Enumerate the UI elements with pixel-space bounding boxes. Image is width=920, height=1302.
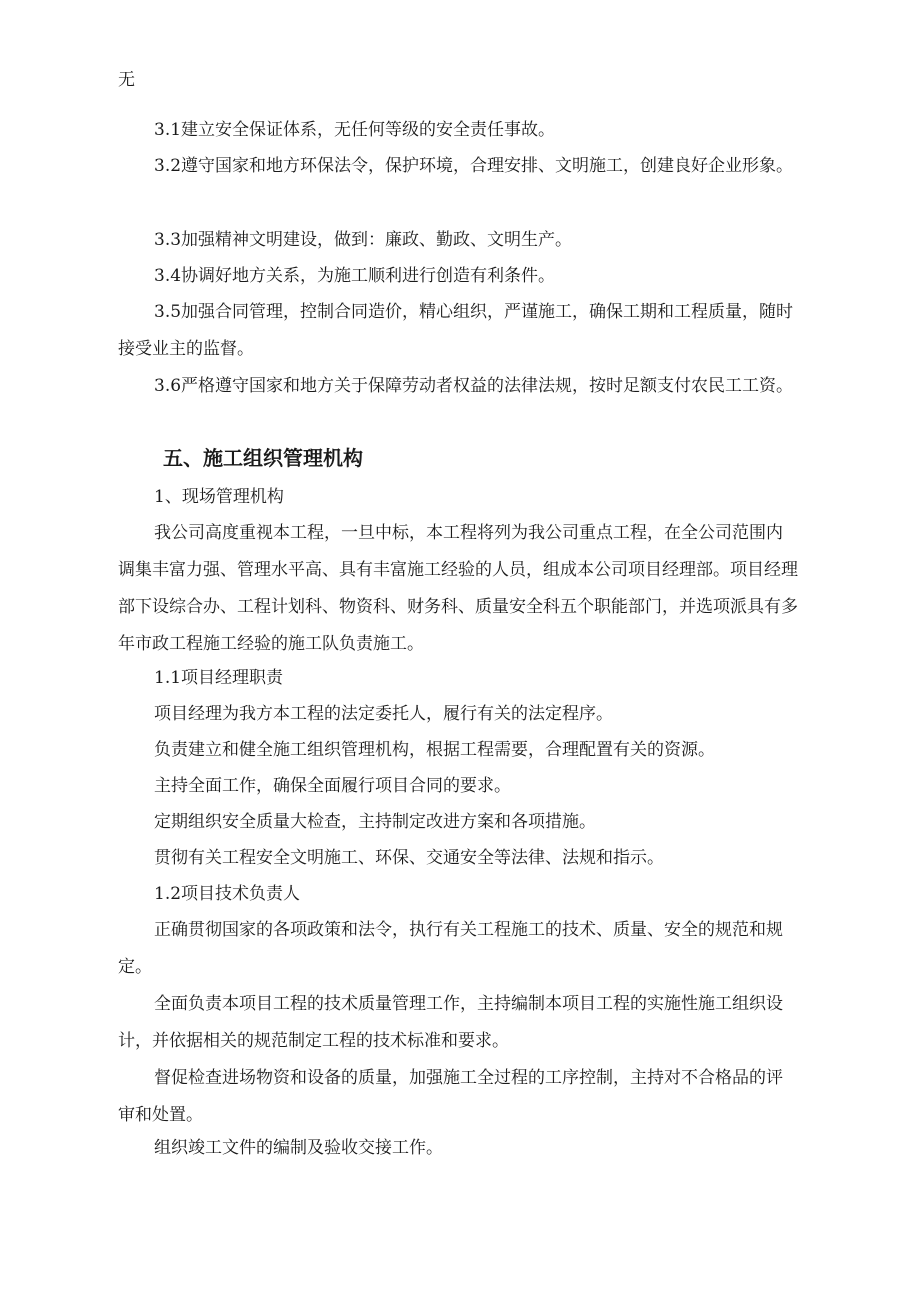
duty-1-2-b: 全面负责本项目工程的技术质量管理工作，主持编制本项目工程的实施性施工组织设计，并依据相关的规范制定工程的技术标准和要求。 [118,994,783,1051]
item-3-4: 3.4协调好地方关系，为施工顺利进行创造有利条件。 [154,266,556,286]
item-3-6: 3.6严格遵守国家和地方关于保障劳动者权益的法律法规，按时足额支付农民工工资。 [154,376,794,396]
item-3-3: 3.3加强精神文明建设，做到：廉政、勤政、文明生产。 [154,230,573,250]
duty-1-2-d: 组织竣工文件的编制及验收交接工作。 [154,1138,443,1158]
item-3-1: 3.1建立安全保证体系，无任何等级的安全责任事故。 [154,120,556,140]
subsection-title-1-2: 1.2项目技术负责人 [154,884,301,904]
item-3-2: 3.2遵守国家和地方环保法令，保护环境，合理安排、文明施工，创建良好企业形象。 [154,156,794,176]
subsection-title-1-1: 1.1项目经理职责 [154,668,284,688]
duty-1-1-b: 负责建立和健全施工组织管理机构，根据工程需要，合理配置有关的资源。 [154,740,715,760]
carry-over-text: 无 [118,70,135,90]
duty-1-1-c: 主持全面工作，确保全面履行项目合同的要求。 [154,776,511,796]
duty-1-1-d: 定期组织安全质量大检查，主持制定改进方案和各项措施。 [154,812,596,832]
item-3-5: 3.5加强合同管理，控制合同造价，精心组织，严谨施工，确保工期和工程质量，随时接受业主的监督。 [118,302,794,359]
duty-1-1-e: 贯彻有关工程安全文明施工、环保、交通安全等法律、法规和指示。 [154,848,664,868]
paragraph-intro: 我公司高度重视本工程，一旦中标，本工程将列为我公司重点工程，在全公司范围内调集丰富力强、管理水平高、具有丰富施工经验的人员，组成本公司项目经理部。项目经理部下设综合办、工程计划科、物资科、财务科、质量安全科五个职能部门，并选项派具有多年市政工程施工经验的施工队负责施工。 [118,523,798,654]
duty-1-2-c: 督促检查进场物资和设备的质量，加强施工全过程的工序控制，主持对不合格品的评审和处置。 [118,1068,783,1125]
section-title: 五、施工组织管理机构 [163,446,363,470]
subsection-title-1: 1、现场管理机构 [154,487,284,507]
duty-1-2-a: 正确贯彻国家的各项政策和法令，执行有关工程施工的技术、质量、安全的规范和规定。 [118,920,783,977]
duty-1-1-a: 项目经理为我方本工程的法定委托人，履行有关的法定程序。 [154,704,613,724]
